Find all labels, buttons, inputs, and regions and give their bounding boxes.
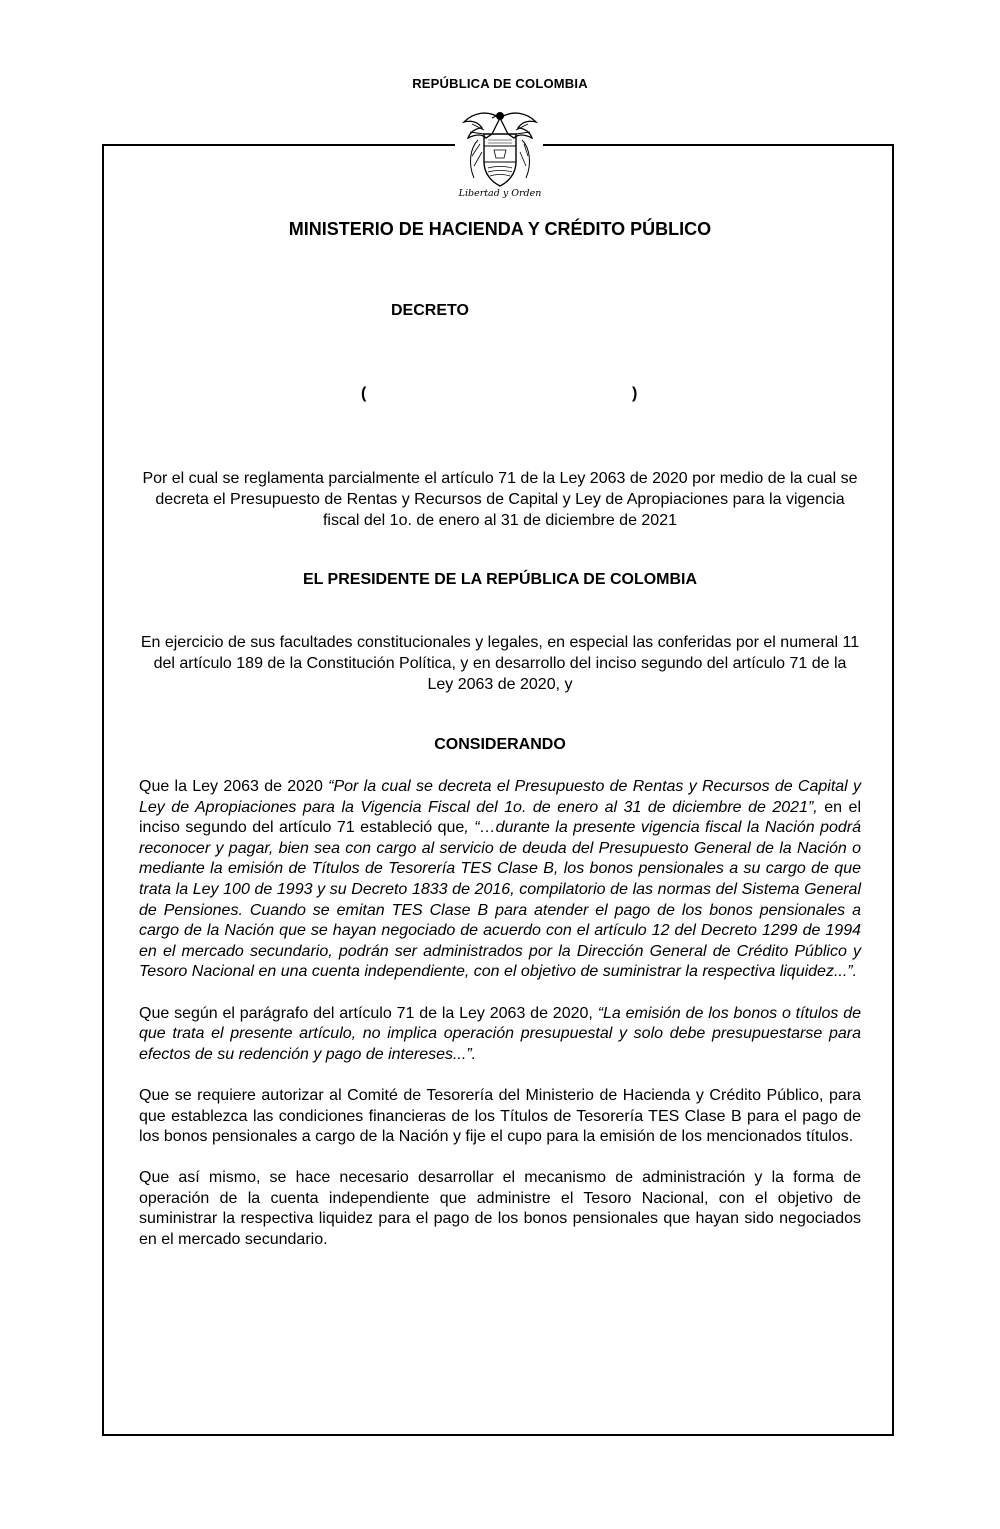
p1-text-c: en el inciso segundo del artículo 71 estableció que [139, 798, 862, 837]
ministry-title: MINISTERIO DE HACIENDA Y CRÉDITO PÚBLICO [288, 219, 712, 239]
considering-heading: CONSIDERANDO [434, 736, 566, 753]
p2-text-a: Que según el parágrafo del artículo 71 de la Ley 2063 de 2020, [139, 1004, 598, 1022]
country-header: REPÚBLICA DE COLOMBIA [412, 76, 588, 91]
paragraph-1 [139, 777, 861, 983]
p1-law-title: “Por la cual se decreta el Presupuesto de Rentas y Recursos de Capital y Ley de Apropiaciones para la Vigencia Fiscal del 1o. de enero al 31 de diciembre de 2021”, [139, 778, 861, 816]
paragraph-3: Que se requiere autorizar al Comité de Tesorería del Ministerio de Hacienda y Crédito Público, para que establezca las condiciones financieras de los Títulos de Tesorería TES Clase B para el pago de los bonos pensionales a cargo de la Nación y fije el cupo para la emisión de los mencionados títulos. [139, 1086, 861, 1146]
decree-label: DECRETO [391, 302, 469, 319]
powers-statement: En ejercicio de sus facultades constitucionales y legales, en especial las conferidas por el numeral 11 del artículo 189 de la Constitución Política, y en desarrollo del inciso segundo del artículo 71 de la Ley 2063 de 2020, y [140, 634, 860, 693]
motto-text: Libertad y Orden [458, 188, 542, 199]
p2-quote: “La emisión de los bonos o títulos de que trata el presente artículo, no implica operación presupuestal y solo debe presupuestarse para efectos de su redención y pago de intereses...”. [139, 1004, 861, 1063]
paragraph-2 [139, 1004, 861, 1066]
number-open-paren: ( [361, 385, 367, 402]
number-close-paren: ) [632, 385, 638, 402]
paragraph-4: Que así mismo, se hace necesario desarrollar el mecanismo de administración y la forma de operación de la cuenta independiente que administre el Tesoro Nacional, con el objetivo de suministrar la respectiva liquidez para el pago de los bonos pensionales que hayan sido negociados en el mercado secundario. [139, 1169, 861, 1249]
decree-subject: Por el cual se reglamenta parcialmente el artículo 71 de la Ley 2063 de 2020 por medio de la cual se decreta el Presupuesto de Rentas y Recursos de Capital y Ley de Apropiaciones para la vigencia fiscal del 1o. de enero al 31 de diciembre de 2021 [142, 470, 858, 529]
p1-text-a: Que la Ley 2063 de 2020 [139, 778, 329, 795]
president-heading: EL PRESIDENTE DE LA REPÚBLICA DE COLOMBIA [302, 571, 698, 588]
considering-body [139, 777, 861, 1271]
p1-quote: , “…durante la presente vigencia fiscal la Nación podrá reconocer y pagar, bien sea con cargo al servicio de deuda del Presupuesto General de la Nación o mediante la emisión de Títulos de Tesorería TES Clase B, los bonos pensionales a su cargo de que trata la Ley 100 de 1993 y su Decreto 1833 de 2016, compilatorio de las normas del Sistema General de Pensiones. Cuando se emitan TES Clase B para atender el pago de los bonos pensionales a cargo de la Nación que se hayan negociado de acuerdo con el artículo 12 del Decreto 1299 de 1994 en el mercado secundario, podrán ser administrados por la Dirección General de Crédito Público y Tesoro Nacional en una cuenta independiente, con el objetivo de suministrar la respectiva liquidez...”. [139, 819, 862, 981]
